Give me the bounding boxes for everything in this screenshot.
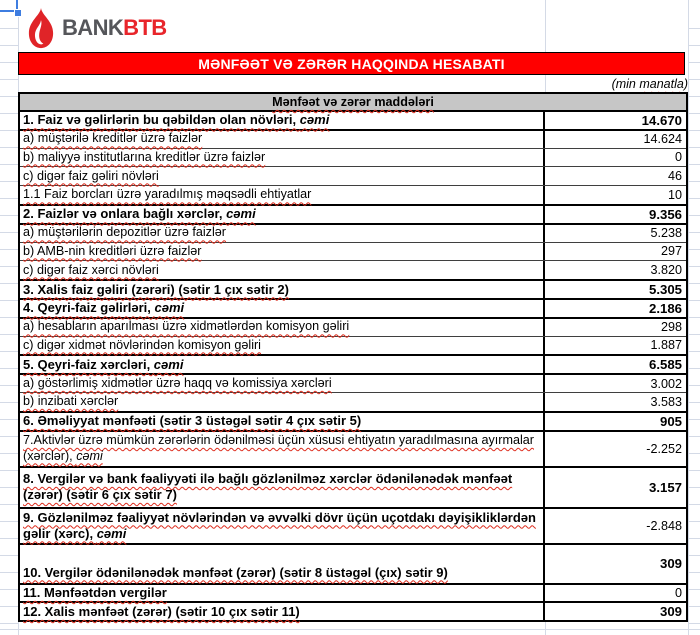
row-value[interactable]: 297 — [543, 243, 686, 261]
row-label-em: cəmi — [154, 300, 185, 316]
row-label-text: 8. Vergilər və bank fəaliyyəti ilə bağlı gözlənilməz xərclər ödənilənədək mənfəət (zərər) (sətir 6 çıx sətir 7) — [23, 471, 513, 503]
row-label-em: cəmi — [76, 448, 103, 463]
table-row[interactable] — [20, 317, 686, 336]
units-note-word: manatla — [639, 77, 684, 91]
row-value[interactable]: 2.186 — [543, 300, 686, 317]
row-value[interactable]: 5.305 — [543, 281, 686, 298]
row-label[interactable] — [20, 130, 543, 148]
row-label-text: c) digər faiz xərci növləri — [23, 262, 159, 277]
row-label-text: c) digər xidmət növlərindən komisyon gəliri — [23, 337, 261, 352]
row-value[interactable]: 0 — [543, 585, 686, 602]
row-label-em: cəmi — [226, 206, 256, 222]
row-value[interactable]: 10 — [543, 186, 686, 204]
table-row[interactable] — [20, 260, 686, 279]
row-value[interactable]: 9.356 — [543, 206, 686, 223]
table-row[interactable] — [20, 507, 686, 543]
table-header-label: Mənfəət və zərər maddələri — [272, 95, 434, 109]
table-row[interactable] — [20, 583, 686, 602]
table-row[interactable] — [20, 411, 686, 430]
row-value[interactable]: 0 — [543, 149, 686, 167]
row-label-text: 1.1 Faiz borcları üzrə yaradılmış məqsədli ehtiyatlar — [23, 187, 312, 202]
gridline-vertical — [18, 621, 19, 635]
row-label-text: 6. Əməliyyat mənfəəti (sətir 3 üstəgəl sətir 4 çıx sətir 5) — [23, 413, 362, 429]
gridline-horizontal — [0, 629, 700, 630]
row-label[interactable] — [20, 224, 543, 242]
row-label[interactable] — [20, 470, 543, 504]
row-label[interactable] — [20, 262, 543, 280]
row-value[interactable]: 309 — [543, 545, 686, 583]
table-row[interactable] — [20, 430, 686, 466]
table-row[interactable] — [20, 373, 686, 392]
table-row[interactable] — [20, 242, 686, 261]
row-label-text: 10. Vergilər ödənilənədək mənfəət (zərər) (sətir 8 üstəgəl (çıx) sətir 9) — [23, 564, 448, 580]
row-label-text: 1. Faiz və gəlirlərin bu qəbildən olan növləri, — [23, 112, 300, 128]
row-label[interactable] — [20, 149, 543, 167]
row-value[interactable]: -2.252 — [543, 432, 686, 466]
logo-bank-text: BANK — [62, 15, 124, 40]
row-value[interactable]: 3.002 — [543, 375, 686, 392]
right-gridline-strip — [689, 12, 700, 635]
row-label-text: a) göstərlimiş xidmətlər üzrə haqq və komissiya xərcləri — [23, 375, 332, 390]
gridline-vertical — [545, 621, 546, 635]
row-label[interactable] — [20, 564, 543, 583]
row-label[interactable] — [20, 432, 543, 465]
row-label-text: 2. Faizlər və onlara bağlı xərclər, — [23, 206, 227, 222]
table-row[interactable] — [20, 204, 686, 223]
row-label-text: a) müştərilərin depozitlər üzrə faizlər — [23, 225, 226, 240]
row-label-em: cəmi — [96, 525, 127, 541]
fill-handle[interactable] — [14, 9, 22, 17]
bank-btb-logo — [26, 7, 167, 49]
table-header-row[interactable] — [20, 94, 686, 110]
row-label-text: b) AMB-nin kreditləri üzrə faizlər — [23, 243, 202, 258]
row-label-text: c) digər faiz gəliri növləri — [23, 168, 159, 183]
table-row[interactable] — [20, 543, 686, 583]
row-label-text: 11. Mənfəətdən vergilər — [23, 584, 167, 600]
row-value[interactable]: 14.670 — [543, 112, 686, 129]
table-row[interactable] — [20, 148, 686, 167]
left-gridline-strip — [0, 12, 18, 635]
units-note[interactable] — [18, 77, 688, 91]
table-row[interactable] — [20, 110, 686, 129]
row-label-text: 12. Xalis mənfəət (zərər) (sətir 10 çıx sətir 11) — [23, 603, 300, 619]
table-row[interactable] — [20, 223, 686, 242]
report-title: MƏNFƏƏT VƏ ZƏRƏR HAQQINDA HESABATI — [198, 55, 505, 72]
table-row[interactable] — [20, 336, 686, 355]
row-label-text: b) inzibati xərclər — [23, 394, 119, 409]
row-label[interactable] — [20, 603, 543, 621]
table-row[interactable] — [20, 392, 686, 411]
row-label[interactable] — [20, 318, 543, 336]
table-row[interactable] — [20, 601, 686, 620]
row-label[interactable] — [20, 186, 543, 204]
row-label-text: a) müştərilə kreditlər üzrə faizlər — [23, 131, 203, 146]
row-label[interactable] — [20, 375, 543, 393]
table-row[interactable] — [20, 166, 686, 185]
row-value[interactable]: 3.583 — [543, 393, 686, 411]
row-label[interactable] — [20, 356, 543, 374]
row-value[interactable]: 3.820 — [543, 261, 686, 279]
logo-btb-text: BTB — [123, 15, 167, 40]
table-row[interactable] — [20, 298, 686, 317]
row-value[interactable]: 14.624 — [543, 131, 686, 148]
row-label[interactable] — [20, 281, 543, 299]
row-label-text: 9. Gözlənilməz fəaliyyət növlərindən və əvvəlki dövr üçün uçotdakı dəyişikliklərdən gəlir (xərc), — [23, 509, 536, 541]
row-value[interactable]: 6.585 — [543, 356, 686, 373]
logo-wordmark — [62, 17, 167, 39]
row-value[interactable]: 3.157 — [543, 468, 686, 507]
row-label-text: 7.Aktivlər üzrə mümkün zərərlərin ödənilməsi üçün xüsusi ehtiyatın yaradılmasına ayırmalar (xərclər), — [23, 433, 534, 463]
row-value[interactable]: 309 — [543, 603, 686, 620]
table-row[interactable] — [20, 129, 686, 148]
row-label[interactable] — [20, 337, 543, 355]
row-value[interactable]: 298 — [543, 319, 686, 336]
units-note-post: ) — [683, 77, 688, 91]
row-value[interactable]: 1.887 — [543, 337, 686, 355]
row-label-text: 3. Xalis faiz gəliri (zərəri) (sətir 1 çıx sətir 2) — [23, 281, 289, 297]
row-label-text: b) maliyyə institutlarına kreditlər üzrə faizlər — [23, 149, 266, 164]
row-value[interactable]: 905 — [543, 413, 686, 430]
table-row[interactable] — [20, 466, 686, 507]
row-label-text: 5. Qeyri-faiz xərcləri, — [23, 356, 154, 372]
units-note-pre: (min — [611, 77, 640, 91]
gridline-vertical — [688, 0, 689, 635]
row-label[interactable] — [20, 243, 543, 261]
row-label[interactable] — [20, 412, 543, 430]
flame-icon — [26, 8, 56, 49]
row-label[interactable] — [20, 509, 543, 543]
table-row[interactable] — [20, 185, 686, 204]
row-label-em: cəmi — [153, 356, 184, 372]
row-label-text: 4. Qeyri-faiz gəlirləri, — [23, 300, 155, 316]
row-value[interactable]: 5.238 — [543, 225, 686, 242]
row-label[interactable] — [20, 393, 543, 411]
report-title-banner[interactable] — [18, 52, 685, 75]
row-value[interactable]: -2.848 — [543, 509, 686, 543]
row-label-em: cəmi — [299, 112, 330, 128]
row-value[interactable]: 46 — [543, 167, 686, 185]
row-label-text: a) hesabların aparılması üzrə xidmətlərdən komisyon gəliri — [23, 319, 350, 334]
row-label[interactable] — [20, 168, 543, 186]
table-row[interactable] — [20, 279, 686, 298]
row-label[interactable] — [20, 299, 543, 317]
row-label[interactable] — [20, 584, 543, 602]
row-label[interactable] — [20, 111, 543, 129]
pnl-table — [18, 92, 688, 622]
table-row[interactable] — [20, 354, 686, 373]
row-label[interactable] — [20, 205, 543, 223]
